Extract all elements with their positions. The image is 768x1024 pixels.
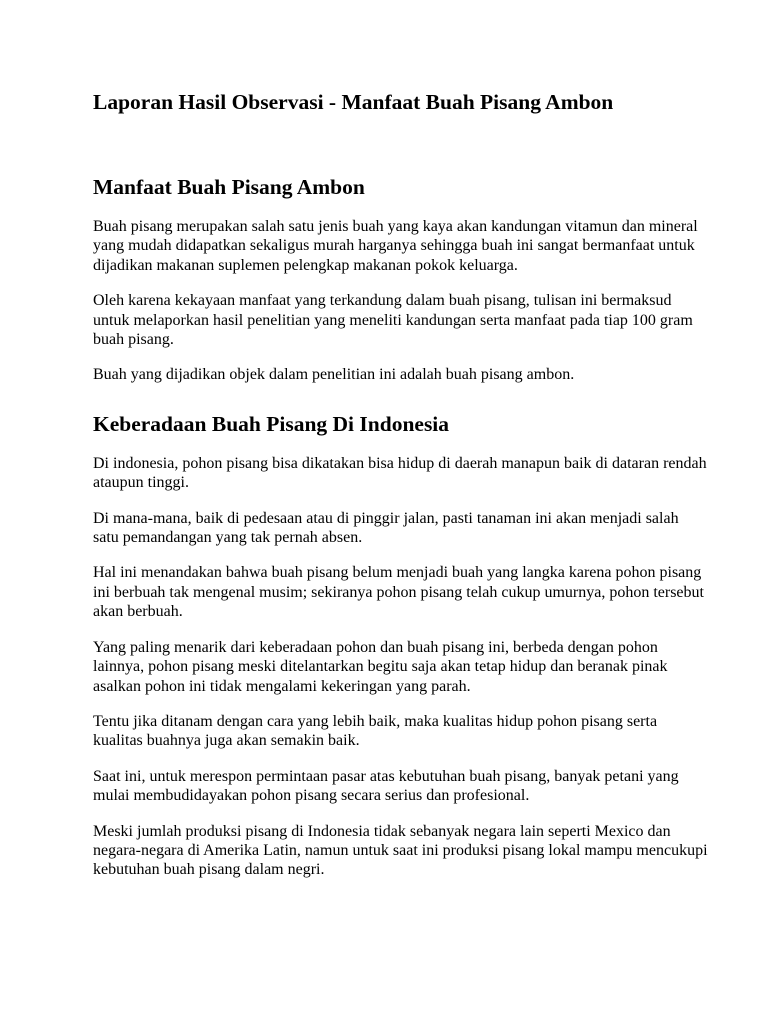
paragraph: Buah pisang merupakan salah satu jenis buah yang kaya akan kandungan vitamun dan mineral yang mudah didapatkan sekaligus murah harganya sehingga buah ini sangat bermanfaat untuk dijadikan makanan suplemen pelengkap makanan pokok keluarga. bbox=[93, 218, 698, 274]
paragraph: Oleh karena kekayaan manfaat yang terkandung dalam buah pisang, tulisan ini bermaksud untuk melaporkan hasil penelitian yang meneliti kandungan serta manfaat pada tiap 100 gram buah pisang. bbox=[93, 292, 693, 349]
paragraph: Tentu jika ditanam dengan cara yang lebih baik, maka kualitas hidup pohon pisang serta kualitas buahnya juga akan semakin baik. bbox=[93, 712, 658, 750]
section-heading-keberadaan: Keberadaan Buah Pisang Di Indonesia bbox=[93, 411, 450, 436]
section-heading-manfaat: Manfaat Buah Pisang Ambon bbox=[93, 175, 365, 199]
paragraph: Yang paling menarik dari keberadaan pohon dan buah pisang ini, berbeda dengan pohon lainnya, pohon pisang meski ditelantarkan begitu saja akan tetap hidup dan beranak pinak asalkan pohon ini tidak mengalami kekeringan yang parah. bbox=[93, 638, 668, 695]
paragraph: Di indonesia, pohon pisang bisa dikatakan bisa hidup di daerah manapun baik di dataran rendah ataupun tinggi. bbox=[93, 454, 707, 492]
paragraph: Di mana-mana, baik di pedesaan atau di pinggir jalan, pasti tanaman ini akan menjadi salah satu pemandangan yang tak pernah absen. bbox=[93, 509, 679, 547]
paragraph: Buah yang dijadikan objek dalam penelitian ini adalah buah pisang ambon. bbox=[93, 366, 575, 384]
paragraph: Saat ini, untuk merespon permintaan pasar atas kebutuhan buah pisang, banyak petani yang mulai membudidayakan pohon pisang secara serius dan profesional. bbox=[93, 767, 679, 805]
section-body-manfaat bbox=[93, 217, 708, 385]
document-title: Laporan Hasil Observasi - Manfaat Buah Pisang Ambon bbox=[93, 90, 614, 114]
section-body-keberadaan bbox=[93, 454, 708, 880]
paragraph: Hal ini menandakan bahwa buah pisang belum menjadi buah yang langka karena pohon pisang ini berbuah tak mengenal musim; sekiranya pohon pisang telah cukup umurnya, pohon tersebut akan berbuah. bbox=[93, 564, 704, 621]
paragraph: Meski jumlah produksi pisang di Indonesia tidak sebanyak negara lain seperti Mexico dan negara-negara di Amerika Latin, namun untuk saat ini produksi pisang lokal mampu mencukupi kebutuhan buah pisang dalam negri. bbox=[93, 822, 708, 879]
